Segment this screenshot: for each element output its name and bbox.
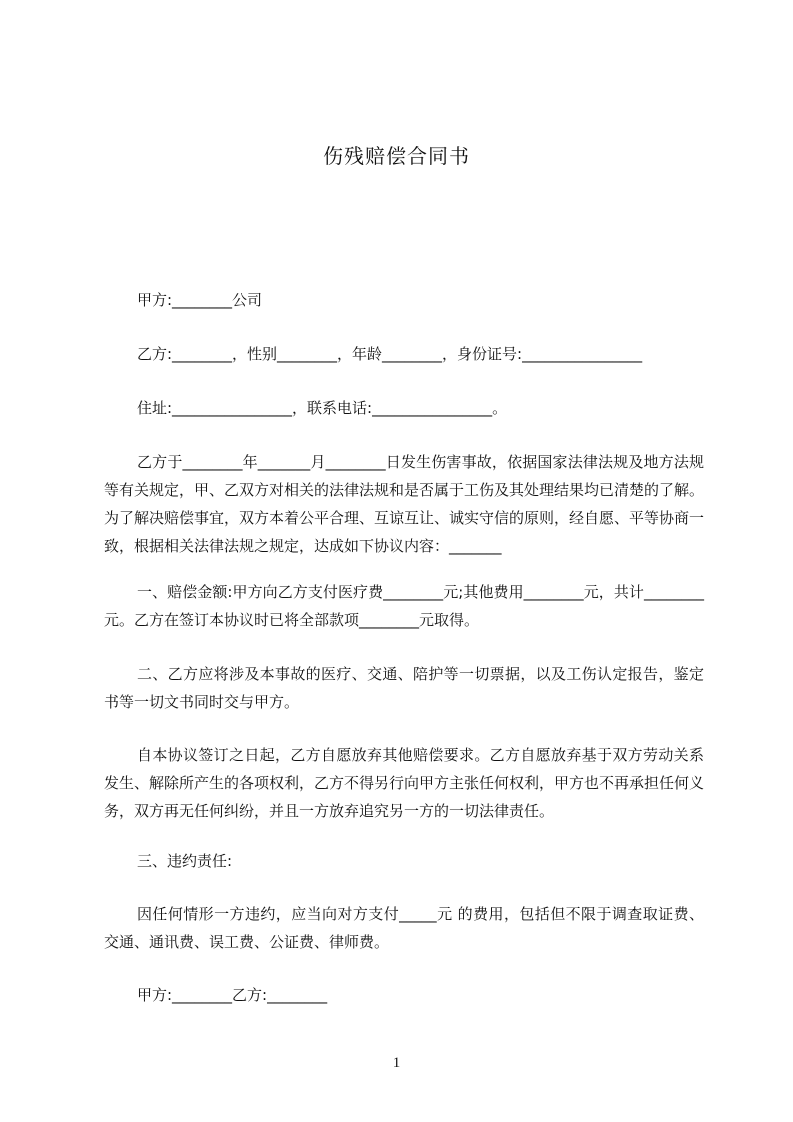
address-line: 住址:________________，联系电话:________________。 (137, 399, 508, 417)
clause-documents-handover: 二、乙方应将涉及本事故的医疗、交通、陪护等一切票据，以及工伤认定报告，鉴定书等一切文书同时交与甲方。 (104, 665, 704, 711)
party-b-line: 乙方:________，性别________，年龄________，身份证号:________________ (137, 345, 643, 363)
document-title: 伤残赔偿合同书 (323, 144, 470, 168)
clause-breach-heading: 三、违约责任: (137, 852, 233, 870)
breach-paragraph: 因任何情形一方违约，应当向对方支付_____元 的费用，包括但不限于调查取证费、交通、通讯费、误工费、公证费、律师费。 (104, 905, 704, 951)
preamble-paragraph: 乙方于________年_______月________日发生伤害事故，依据国家法律法规及地方法规等有关规定，甲、乙双方对相关的法律法规和是否属于工伤及其处理结果均已清楚的了解。为了解决赔偿事宜，双方本着公平合理、互谅互让、诚实守信的原则，经自愿、平等协商一致，根据相关法律法规之规定，达成如下协议内容：_______ (104, 453, 705, 555)
page-number: 1 (392, 1055, 401, 1071)
party-a-line: 甲方:________公司 (137, 291, 263, 309)
waiver-paragraph: 自本协议签订之日起，乙方自愿放弃其他赔偿要求。乙方自愿放弃基于双方劳动关系发生、解除所产生的各项权利，乙方不得另行向甲方主张任何权利，甲方也不再承担任何义务，双方再无任何纠纷，并且一方放弃追究另一方的一切法律责任。 (104, 746, 705, 820)
clause-compensation-amount: 一、赔偿金额:甲方向乙方支付医疗费________元;其他费用________元，共计________元。乙方在签订本协议时已将全部款项________元取得。 (104, 583, 704, 629)
signature-line: 甲方:________乙方:________ (137, 986, 328, 1004)
